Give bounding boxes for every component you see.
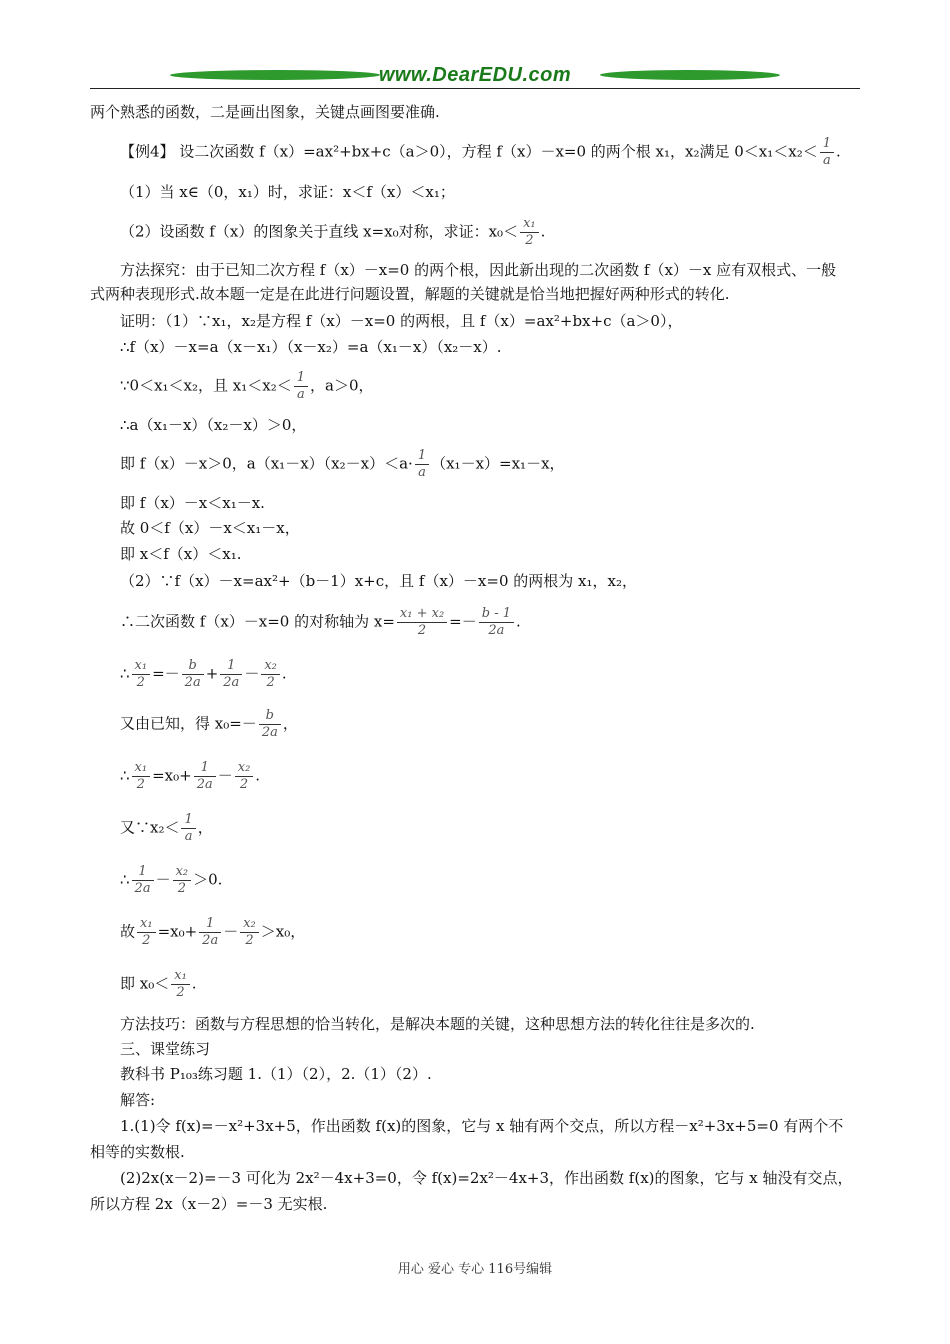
section-heading: 三、课堂练习 [120, 1040, 211, 1058]
fraction: $\frac{1}{2a}$ [220, 658, 242, 691]
fraction: $\frac{1}{a}$ [415, 448, 429, 481]
fraction: $\frac{\text{x₁}}{2}$ [137, 916, 156, 949]
text-line: ∴二次函数 f（x）－x=0 的对称轴为 x= $\frac{\text{x₁ + x₂}}{2}$ =－ $\frac{b - 1}{2a}$ . [120, 606, 521, 638]
text-line: 方法技巧：函数与方程思想的恰当转化，是解决本题的关键，这种思想方法的转化往往是多次的. [120, 1015, 755, 1033]
text-line: （2）∵f（x）－x=ax²+（b－1）x+c，且 f（x）－x=0 的两根为 x₁，x₂， [120, 572, 637, 590]
text-line: 相等的实数根. [90, 1143, 185, 1161]
fraction: $\frac{\text{x₁}}{2}$ [132, 760, 151, 793]
example-4-line: 【例4】 设二次函数 f（x）=ax²+bx+c（a＞0），方程 f（x）－x=0 的两个根 x₁，x₂满足 0＜x₁＜x₂＜ $\frac{1}{a}$ . [120, 136, 841, 168]
text-line: (2)2x(x－2)=－3 可化为 2x²－4x+3=0，令 f(x)=2x²－4x+3，作出函数 f(x)的图象，它与 x 轴没有交点， [120, 1169, 853, 1187]
site-logo: www.DearEDU.com [378, 64, 572, 86]
text-line: （2）设函数 f（x）的图象关于直线 x=x₀对称，求证：x₀＜ $\frac{\text{x₁}}{2}$ . [120, 216, 546, 248]
fraction: $\frac{b}{2a}$ [182, 658, 204, 691]
fraction: $\frac{1}{2a}$ [199, 916, 221, 949]
text-line: ∴ $\frac{\text{x₁}}{2}$ =x₀+ $\frac{1}{2a}$ － $\frac{\text{x₂}}{2}$ . [120, 760, 261, 792]
text-line: 式两种表现形式.故本题一定是在此进行问题设置，解题的关键就是恰当地把握好两种形式的转化. [90, 285, 730, 303]
fraction: $\frac{1}{a}$ [181, 812, 195, 845]
fraction: $\frac{1}{2a}$ [132, 864, 154, 897]
text-line: 教科书 P₁₀₃练习题 1.（1）（2），2.（1）（2）. [120, 1065, 432, 1083]
fraction: $\frac{\text{x₁}}{2}$ [520, 216, 539, 249]
text-line: 故 $\frac{\text{x₁}}{2}$ =x₀+ $\frac{1}{2a}$ － $\frac{\text{x₂}}{2}$ ＞x₀， [120, 916, 306, 948]
header-rule [90, 88, 860, 89]
text-line: 即 x₀＜ $\frac{\text{x₁}}{2}$ . [120, 968, 197, 1000]
text-line: ∴a（x₁－x）（x₂－x）＞0， [120, 416, 307, 434]
text-line: ∵0＜x₁＜x₂，且 x₁＜x₂＜ $\frac{1}{a}$ ，a＞0， [120, 370, 374, 402]
text-line: （1）当 x∈（0，x₁）时，求证：x＜f（x）＜x₁； [120, 183, 455, 201]
fraction: $\frac{\text{x₁}}{2}$ [171, 968, 190, 1001]
text-line: 故 0＜f（x）－x＜x₁－x， [120, 519, 300, 537]
fraction: $\frac{\text{x₂}}{2}$ [261, 658, 280, 691]
fraction: $\frac{\text{x₁ + x₂}}{2}$ [397, 606, 447, 639]
text-line: 1.(1)令 f(x)=－x²+3x+5，作出函数 f(x)的图象，它与 x 轴有两个交点，所以方程－x²+3x+5=0 有两个不 [120, 1117, 844, 1135]
fraction: $\frac{1}{a}$ [294, 370, 308, 403]
fraction: $\frac{1}{a}$ [820, 136, 834, 169]
text-line: 即 x＜f（x）＜x₁. [120, 545, 242, 563]
text-line: ∴f（x）－x=a（x－x₁）（x－x₂）=a（x₁－x）（x₂－x）. [120, 338, 502, 356]
text-line: ∴ $\frac{\text{x₁}}{2}$ =－ $\frac{b}{2a}$ + $\frac{1}{2a}$ － $\frac{\text{x₂}}{2}$ . [120, 658, 287, 690]
text-line: 所以方程 2x（x－2）=－3 无实根. [90, 1195, 328, 1213]
fraction: $\frac{\text{x₁}}{2}$ [132, 658, 151, 691]
fraction: $\frac{b - 1}{2a}$ [479, 606, 514, 639]
fraction: $\frac{b}{2a}$ [259, 708, 281, 741]
text-line: ∴ $\frac{1}{2a}$ － $\frac{\text{x₂}}{2}$ ＞0. [120, 864, 223, 896]
text-line: 证明：（1）∵x₁，x₂是方程 f（x）－x=0 的两根，且 f（x）=ax²+bx+c（a＞0）， [120, 312, 683, 330]
fraction: $\frac{\text{x₂}}{2}$ [240, 916, 259, 949]
text-line: 解答: [120, 1091, 156, 1109]
text-line: 即 f（x）－x＜x₁－x. [120, 494, 265, 512]
page-header [90, 60, 860, 94]
text-line: 即 f（x）－x＞0，a（x₁－x）（x₂－x）＜a· $\frac{1}{a}$ （x₁－x）=x₁－x， [120, 448, 565, 480]
page-footer: 用心 爱心 专心 116号编辑 [397, 1262, 553, 1277]
text-line: 两个熟悉的函数，二是画出图象，关键点画图要准确. [90, 103, 440, 121]
text-line: 方法探究：由于已知二次方程 f（x）－x=0 的两个根，因此新出现的二次函数 f（x）－x 应有双根式、一般 [120, 261, 837, 279]
fraction: $\frac{\text{x₂}}{2}$ [173, 864, 192, 897]
fraction: $\frac{1}{2a}$ [194, 760, 216, 793]
text-line: 又由已知，得 x₀=－ $\frac{b}{2a}$ ， [120, 708, 298, 740]
fraction: $\frac{\text{x₂}}{2}$ [235, 760, 254, 793]
text-line: 又∵x₂＜ $\frac{1}{a}$ ， [120, 812, 213, 844]
